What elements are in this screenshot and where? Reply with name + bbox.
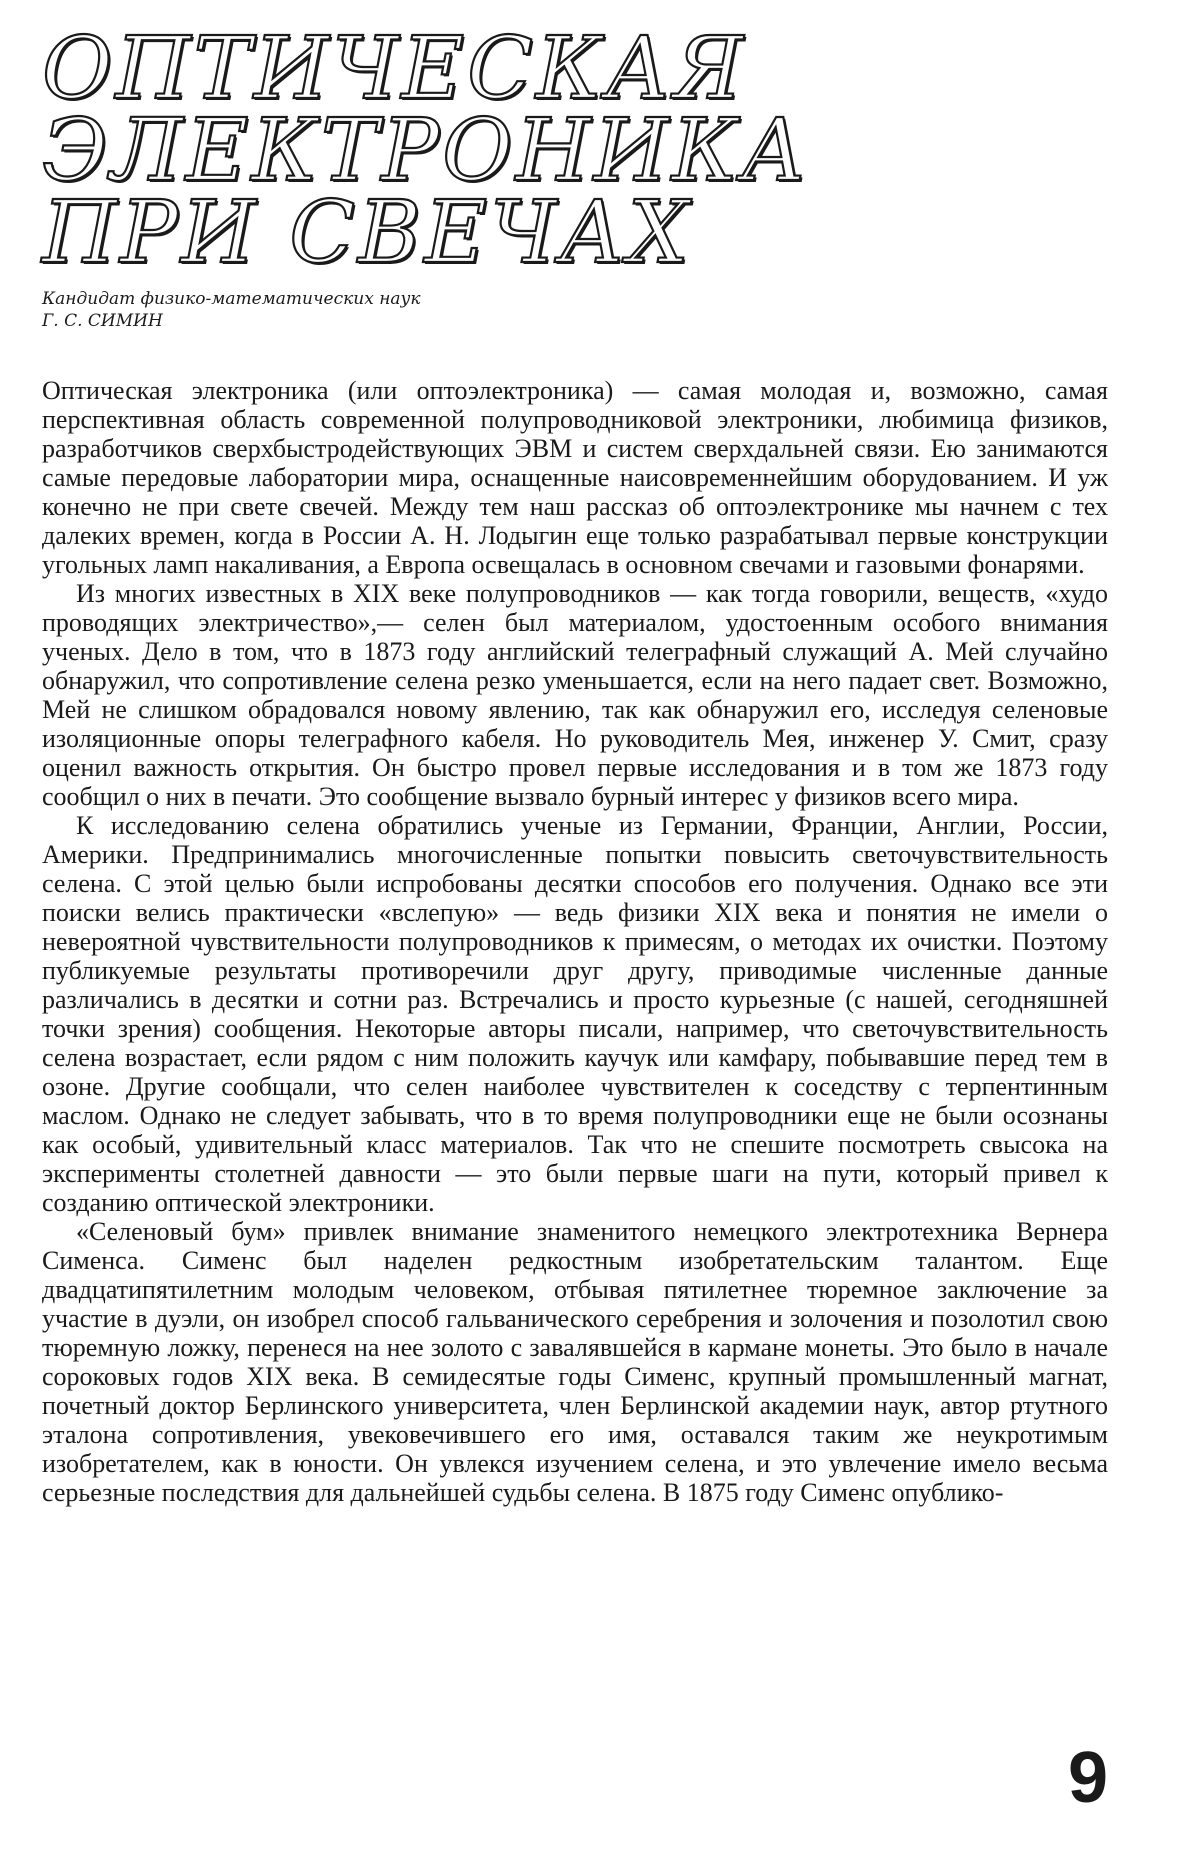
author-byline xyxy=(42,288,421,332)
article-title xyxy=(42,19,810,283)
title-line: ЭЛЕКТРОНИКА xyxy=(42,101,810,201)
author-degree: Кандидат физико-математических наук xyxy=(42,289,421,309)
paragraph: Из многих известных в XIX веке полупроводников — как тогда говорили, веществ, «худо проводящих электричество»,— селен был материалом, удостоенным особого внимания ученых. Дело в том, что в 1873 году английский телеграфный служащий А. Мей случайно обнаружил, что сопротивление селена резко уменьшается, если на него падает свет. Возможно, Мей не слишком обрадовался новому явлению, так как обнаружил его, исследуя селеновые изоляционные опоры телеграфного кабеля. Но руководитель Мея, инженер У. Смит, сразу оценил важность открытия. Он быстро провел первые исследования и в том же 1873 году сообщил о них в печати. Это сообщение вызвало бурный интерес у физиков всего мира. xyxy=(42,579,1108,811)
author-name: Г. С. СИМИН xyxy=(42,311,163,331)
paragraph: К исследованию селена обратились ученые из Германии, Франции, Англии, России, Америки. Предпринимались многочисленные попытки повысить светочувствительность селена. С этой целью были испробованы десятки способов его получения. Однако все эти поиски велись практически «вслепую» — ведь физики XIX века и понятия не имели о невероятной чувствительности полупроводников к примесям, о методах их очистки. Поэтому публикуемые результаты противоречили друг другу, приводимые численные данные различались в десятки и сотни раз. Встречались и просто курьезные (с нашей, сегодняшней точки зрения) сообщения. Некоторые авторы писали, например, что светочувствительность селена возрастает, если рядом с ним положить каучук или камфару, побывавшие перед тем в озоне. Другие сообщали, что селен наиболее чувствителен к соседству с терпентинным маслом. Однако не следует забывать, что в то время полупроводники еще не были осознаны как особый, удивительный класс материалов. Так что не спешите посмотреть свысока на эксперименты столетней давности — это были первые шаги на пути, который привел к созданию оптической электроники. xyxy=(42,811,1108,1217)
page-number: 9 xyxy=(1067,1738,1108,1818)
paragraph: «Селеновый бум» привлек внимание знаменитого немецкого электротехника Вернера Сименса. Сименс был наделен редкостным изобретательским талантом. Еще двадцатипятилетним молодым человеком, отбывая пятилетнее тюремное заключение за участие в дуэли, он изобрел способ гальванического серебрения и золочения и позолотил свою тюремную ложку, перенеся на нее золото с завалявшейся в кармане монеты. Это было в начале сороковых годов XIX века. В семидесятые годы Сименс, крупный промышленный магнат, почетный доктор Берлинского университета, член Берлинской академии наук, автор ртутного эталона сопротивления, увековечившего его имя, оставался таким же неукротимым изобретателем, как в юности. Он увлекся изучением селена, и это увлечение имело весьма серьезные последствия для дальнейшей судьбы селена. В 1875 году Сименс опублико- xyxy=(42,1217,1108,1507)
article-body xyxy=(42,376,1108,1507)
title-line: ОПТИЧЕСКАЯ xyxy=(42,19,747,119)
title-line: ПРИ СВЕЧАХ xyxy=(42,183,692,283)
paragraph: Оптическая электроника (или оптоэлектроника) — самая молодая и, возможно, самая перспективная область современной полупроводниковой электроники, любимица физиков, разработчиков сверхбыстродействующих ЭВМ и систем сверхдальней связи. Ею занимаются самые передовые лаборатории мира, оснащенные наисовременнейшим оборудованием. И уж конечно не при свете свечей. Между тем наш рассказ об оптоэлектронике мы начнем с тех далеких времен, когда в России А. Н. Лодыгин еще только разрабатывал первые конструкции угольных ламп накаливания, а Европа освещалась в основном свечами и газовыми фонарями. xyxy=(42,376,1108,579)
